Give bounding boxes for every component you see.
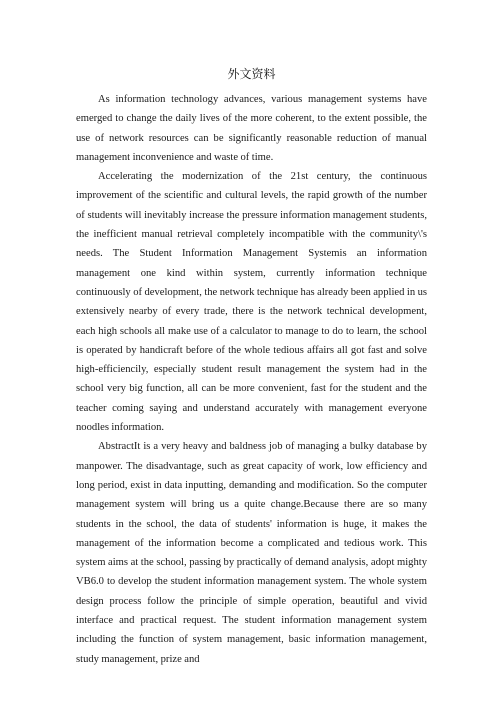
page-title: 外文资料: [227, 67, 276, 81]
paragraph-intro: As information technology advances, various management systems have emerged to change the daily lives of the more coherent, to the extent possible, the use of network resources can be significantly reasonable reduction of manual management inconvenience and waste of time.: [76, 94, 427, 163]
paragraph-modernization: Accelerating the modernization of the 21st century, the continuous improvement of the scientific and cultural levels, the rapid growth of the number of students will inevitably increase the pressure information management students, the inefficient manual retrieval completely incompatible with the community\'s needs. The Student Information Management Systemis an information management one kind within system, currently information technique continuously of development, the network technique has already been applied in us extensively nearby of every trade, there is the network technical development, each high schools all make use of a calculator to manage to do to learn, the school is operated by handicraft before of the whole tedious affairs all got fast and solve high-efficiencily, especially student result management the system had in the school very big function, all can be more convenient, fast for the student and the teacher coming saying and understand accurately with management everyone noodles information.: [76, 171, 427, 434]
paragraph-abstract: AbstractIt is a very heavy and baldness job of managing a bulky database by manpower. The disadvantage, such as great capacity of work, low efficiency and long period, exist in data inputting, demanding and modification. So the computer management system will bring us a quite change.Because there are so many students in the school, the data of students' information is huge, it makes the management of the information become a complicated and tedious work. This system aims at the school, passing by practically of demand analysis, adopt mighty VB6.0 to develop the student information management system. The whole system design process follow the principle of simple operation, beautiful and vivid interface and practical request. The student information management system including the function of system management, basic information management, study management, prize and: [76, 441, 427, 665]
